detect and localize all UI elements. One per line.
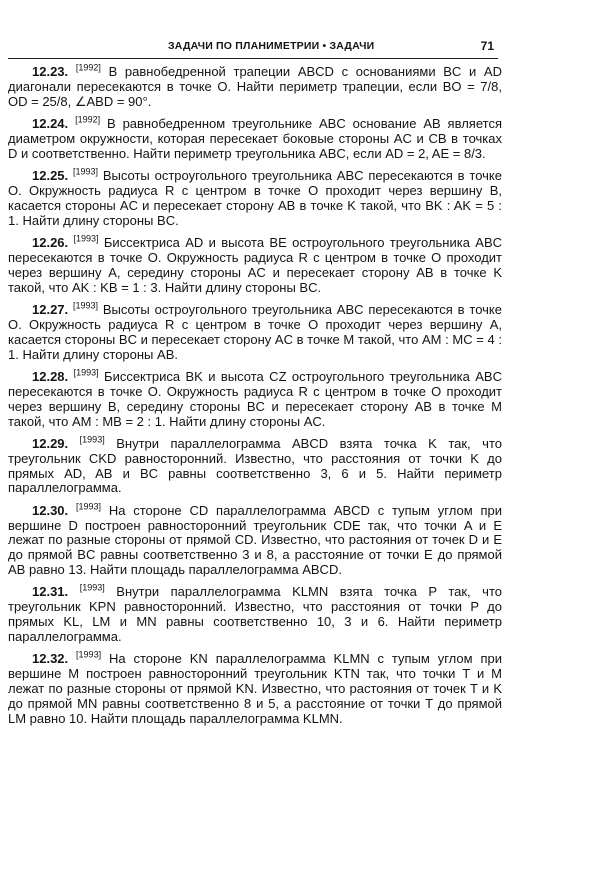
page-number: 71 (480, 39, 494, 53)
problem-item (8, 585, 502, 645)
problem-statement: Биссектриса AD и высота BE остроугольного треугольника ABC пересекаются в точке O. Окружность радиуса R с центром в точке O проходит через вершину A, середину стороны AC и пересекает сторону AB в точке K такой, что AK : KB = 1 : 3. Найти длину стороны BC. (8, 234, 503, 295)
problem-item (8, 434, 502, 497)
problem-year: [1992] (75, 62, 101, 73)
problem-statement: Биссектриса BK и высота CZ остроугольного треугольника ABC пересекаются в точке O. Окружность радиуса R с центром в точке O проходит через вершину B, середину стороны BC и пересекает сторону AB в точке M такой, что AM : MB = 2 : 1. Найти длину стороны AC. (8, 368, 502, 429)
problem-item (8, 62, 502, 110)
problem-number: 12.30. (32, 502, 69, 518)
problem-item (8, 652, 502, 727)
problem-number: 12.31. (32, 584, 69, 600)
problem-item (8, 501, 502, 579)
problem-year: [1993] (73, 166, 99, 177)
problem-item (8, 300, 502, 363)
problem-statement: На стороне KN параллелограмма KLMN с тупым углом при вершине M построен равносторонний треугольник KTN так, что точки T и M лежат по разные стороны от прямой KN. Известно, что растояния от точек T и K до прямой MN равны соответственно 8 и 5, а расстояние от точки T до прямой LM равно 10. Найти площадь параллелограмма KLMN. (8, 651, 502, 727)
problem-year: [1993] (73, 367, 99, 378)
problem-statement: На стороне CD параллелограмма ABCD с тупым углом при вершине D построен равносторонний треугольник CDE так, что точки A и E лежат по разные стороны от прямой CD. Известно, что растояния от точек D и E до прямой BC равны соответственно 3 и 8, а расстояние от точки E до прямой AB равно 13. Найти площадь параллелограмма ABCD. (8, 502, 502, 578)
problem-statement: В равнобедренной трапеции ABCD с основаниями BC и AD диагонали пересекаются в точке O. Найти периметр трапеции, если BO = 7/8, OD = 25/8, ∠ABD = 90°. (8, 64, 502, 109)
problem-year: [1993] (73, 233, 99, 244)
problem-year: [1993] (73, 300, 99, 311)
problem-year: [1993] (79, 583, 105, 594)
problem-list (8, 62, 503, 734)
problem-statement: В равнобедренном треугольнике ABC основание AB является диаметром окружности, которая пересекает боковые стороны AC и CB в точках D и соответственно. Найти периметр треугольника ABC, если AD = 2, AE = 8/3. (8, 116, 502, 161)
problem-item (8, 114, 502, 162)
problem-year: [1993] (76, 650, 102, 661)
problem-number: 12.24. (32, 116, 69, 132)
problem-number: 12.28. (32, 368, 69, 384)
problem-year: [1993] (79, 434, 105, 445)
running-head (8, 38, 498, 59)
problem-number: 12.23. (32, 64, 69, 79)
problem-number: 12.26. (32, 234, 69, 250)
problem-statement: Высоты остроугольного треугольника ABC пересекаются в точке O. Окружность радиуса R с центром в точке O проходит через вершину B, касается стороны AC и пересекает сторону AB в точке K такой, что BK : AK = 5 : 1. Найти длину стороны BC. (8, 168, 502, 228)
problem-item (8, 233, 503, 296)
problem-number: 12.29. (32, 435, 69, 451)
section-title: ЗАДАЧИ ПО ПЛАНИМЕТРИИ • ЗАДАЧИ (168, 40, 375, 52)
problem-number: 12.25. (32, 168, 69, 184)
problem-number: 12.32. (32, 651, 69, 667)
problem-statement: Внутри параллелограмма KLMN взята точка P так, что треугольник KPN равносторонний. Известно, что расстояния от точки P до прямых KL, LM и MN равны соответственно 10, 3 и 6. Найти периметр параллелограмма. (8, 584, 502, 645)
problem-statement: Высоты остроугольного треугольника ABC пересекаются в точке O. Окружность радиуса R с центром в точке O проходит через вершину A, касается стороны BC и пересекает сторону AC в точке M такой, что AM : MC = 4 : 1. Найти длину стороны AB. (8, 301, 502, 362)
problem-number: 12.27. (32, 301, 69, 317)
problem-year: [1993] (75, 501, 101, 512)
problem-item (8, 166, 502, 229)
problem-year: [1992] (75, 114, 101, 125)
problem-item (8, 367, 502, 430)
problem-statement: Внутри параллелограмма ABCD взята точка K так, что треугольник CKD равносторонний. Известно, что расстояния от точки K до прямых AD, AB и BC равны соответственно 3, 6 и 5. Найти периметр параллелограмма. (8, 435, 502, 496)
